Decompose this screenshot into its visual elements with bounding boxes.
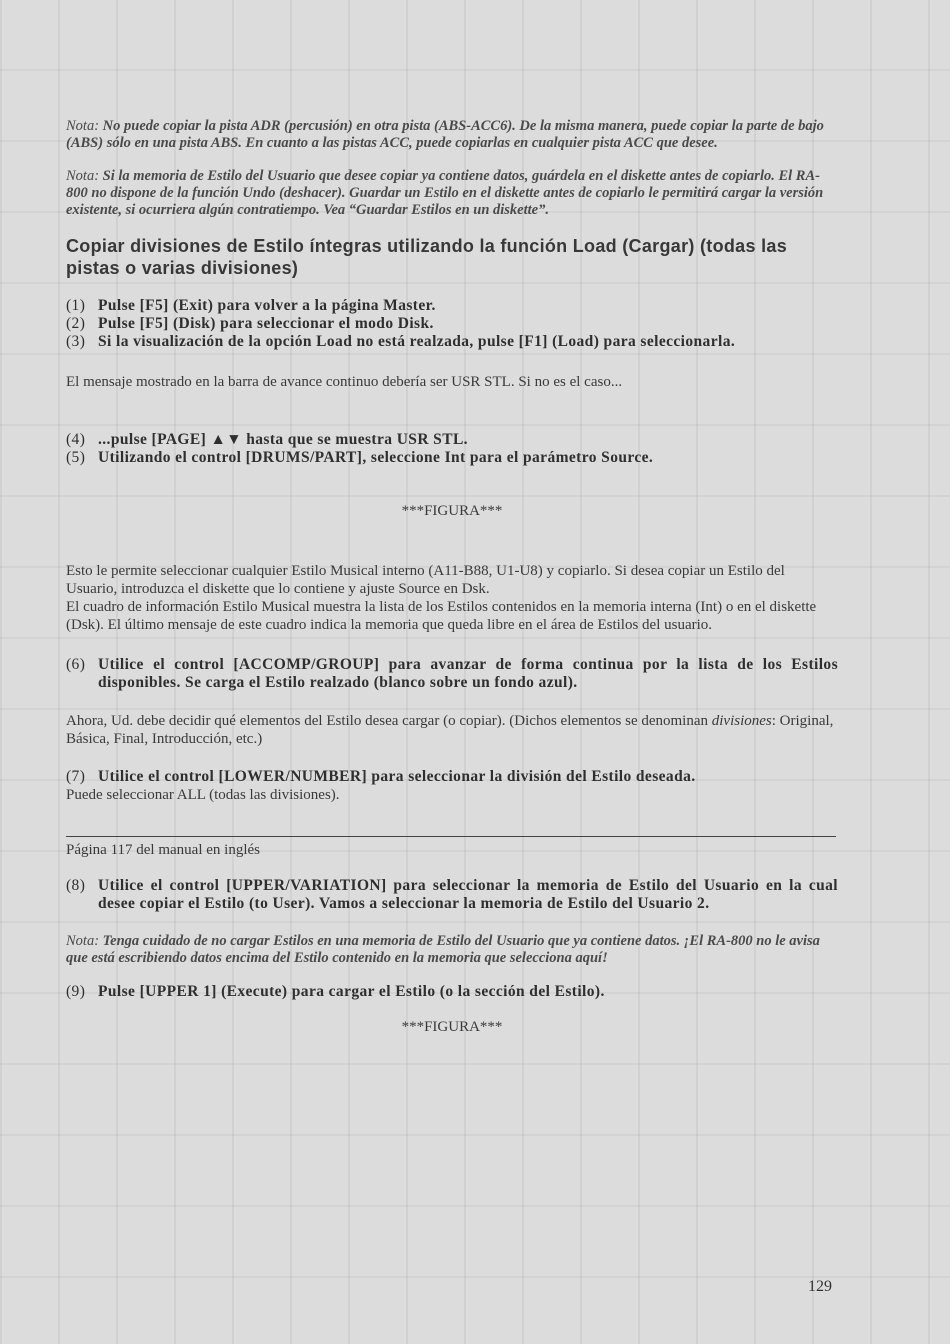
- steps-1-3: [66, 297, 838, 351]
- step-text: Utilice el control [LOWER/NUMBER] para seleccionar la división del Estilo deseada.: [98, 768, 696, 785]
- note-3-text: Tenga cuidado de no cargar Estilos en una memoria de Estilo del Usuario que ya contiene datos. ¡El RA-800 no le avisa que está escribiendo datos encima del Estilo contenido en la memoria que selecciona aquí!: [66, 933, 820, 966]
- divider-rule: [66, 836, 836, 837]
- step-text: ...pulse [PAGE] ▲▼ hasta que se muestra USR STL.: [98, 431, 468, 448]
- step-number: (5): [66, 449, 86, 466]
- step-text: Pulse [F5] (Disk) para seleccionar el modo Disk.: [98, 315, 434, 332]
- step-text: Pulse [F5] (Exit) para volver a la página Master.: [98, 297, 436, 314]
- step-text: Utilizando el control [DRUMS/PART], seleccione Int para el parámetro Source.: [98, 449, 654, 466]
- note-3-label: Nota:: [66, 933, 100, 949]
- step-6-block: [66, 656, 838, 692]
- step-7-block: [66, 768, 838, 786]
- step-number: (1): [66, 297, 86, 314]
- paragraph-ahora-text: Ahora, Ud. debe decidir qué elementos del Estilo desea cargar (o copiar). (Dichos elementos se denominan: [66, 713, 712, 729]
- figure-placeholder-1: ***FIGURA***: [401, 503, 503, 519]
- step-7: [66, 768, 838, 786]
- section-heading: Copiar divisiones de Estilo íntegras utilizando la función Load (Cargar) (todas las pistas o varias divisiones): [66, 236, 788, 278]
- note-1-label: Nota:: [66, 118, 100, 134]
- page-content: [66, 118, 838, 1036]
- paragraph-all: Puede seleccionar ALL (todas las divisiones).: [66, 787, 340, 803]
- step-number: (9): [66, 983, 86, 1000]
- paragraph-permite-1: Esto le permite seleccionar cualquier Estilo Musical interno (A11-B88, U1-U8) y copiarlo. Si desea copiar un Estilo del Usuario, introduzca el diskette que lo contiene y ajuste Source en Dsk.: [66, 563, 785, 597]
- step-6: [66, 656, 838, 692]
- page-number: 129: [808, 1278, 832, 1295]
- paragraph-ahora-emphasis: divisiones: [711, 713, 772, 729]
- note-2-label: Nota:: [66, 168, 100, 184]
- paragraph-permite-2: El cuadro de información Estilo Musical muestra la lista de los Estilos contenidos en la memoria interna (Int) o en el diskette (Dsk). El último mensaje de este cuadro indica la memoria que queda libre en el área de Estilos del usuario.: [66, 599, 817, 633]
- step-8-block: [66, 877, 838, 913]
- note-1: [66, 118, 838, 152]
- note-2: [66, 168, 838, 219]
- note-1-text: No puede copiar la pista ADR (percusión) en otra pista (ABS-ACC6). De la misma manera, puede copiar la parte de bajo (ABS) sólo en una pista ABS. En cuanto a las pistas ACC, puede copiarlas en cualquier pista ACC que desee.: [66, 118, 824, 151]
- step-number: (4): [66, 431, 86, 448]
- step-number: (7): [66, 768, 86, 785]
- paragraph-ahora-text-end: : Original, Básica, Final, Introducción, etc.): [66, 713, 834, 747]
- step-text: Utilice el control [UPPER/VARIATION] para seleccionar la memoria de Estilo del Usuario en la cual desee copiar el Estilo (to User). Vamos a seleccionar la memoria de Estilo del Usuario 2.: [98, 877, 838, 912]
- step-4: [66, 431, 838, 449]
- step-number: (2): [66, 315, 86, 332]
- step-text: Utilice el control [ACCOMP/GROUP] para avanzar de forma continua por la lista de los Estilos disponibles. Se carga el Estilo realzado (blanco sobre un fondo azul).: [98, 656, 838, 691]
- step-5: [66, 449, 838, 467]
- step-9-block: [66, 983, 838, 1001]
- figure-placeholder-2: ***FIGURA***: [401, 1019, 503, 1035]
- paragraph-ahora: [66, 712, 838, 748]
- step-number: (8): [66, 877, 86, 894]
- step-1: [66, 297, 838, 315]
- page-reference: Página 117 del manual en inglés: [66, 842, 260, 858]
- note-3: [66, 933, 838, 967]
- paragraph-message: El mensaje mostrado en la barra de avance continuo debería ser USR STL. Si no es el caso...: [66, 374, 623, 390]
- step-number: (6): [66, 656, 86, 673]
- step-text: Si la visualización de la opción Load no está realzada, pulse [F1] (Load) para seleccionarla.: [98, 333, 736, 350]
- step-8: [66, 877, 838, 913]
- step-3: [66, 333, 838, 351]
- note-2-text: Si la memoria de Estilo del Usuario que desee copiar ya contiene datos, guárdela en el diskette antes de copiarlo. El RA-800 no dispone de la función Undo (deshacer). Guardar un Estilo en el diskette antes de copiarlo le permitirá cargar la versión existente, si ocurriera algún contratiempo. Vea “Guardar Estilos en un diskette”.: [66, 168, 824, 218]
- step-text: Pulse [UPPER 1] (Execute) para cargar el Estilo (o la sección del Estilo).: [98, 983, 605, 1000]
- step-2: [66, 315, 838, 333]
- step-9: [66, 983, 838, 1001]
- step-number: (3): [66, 333, 86, 350]
- steps-4-5: [66, 431, 838, 467]
